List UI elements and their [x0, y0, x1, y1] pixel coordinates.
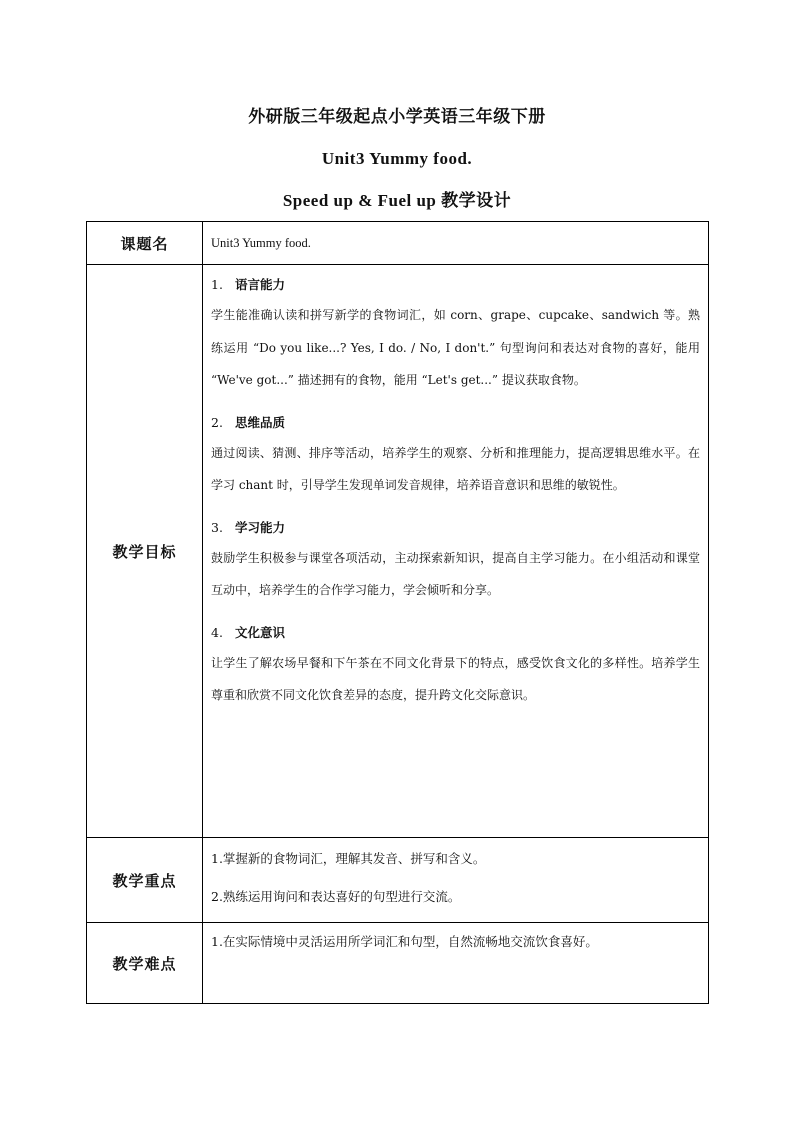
table-row-goals: [87, 265, 709, 838]
difficult-points-content: [203, 923, 709, 1004]
goal-description: 鼓励学生积极参与课堂各项活动，主动探索新知识，提高自主学习能力。在小组活动和课堂互动中，培养学生的合作学习能力，学会倾听和分享。: [211, 550, 700, 597]
goal-number: 2.: [211, 414, 223, 430]
goal-heading: [211, 271, 700, 299]
goal-item: [211, 619, 700, 712]
lesson-plan-table: [86, 221, 709, 1004]
goal-description: 学生能准确认读和拼写新学的食物词汇，如 corn、grape、cupcake、sandwich 等。熟练运用 “Do you like...? Yes, I do. / No, I don't.” 句型询问和表达对食物的喜好，能用 “We've got...” 描述拥有的食物，能用 “Let's get...” 提议获取食物。: [211, 308, 700, 387]
goal-number: 1.: [211, 277, 223, 292]
goal-item: [211, 409, 700, 502]
title-label: 课题名: [87, 222, 203, 265]
key-points-content: [203, 838, 709, 923]
goal-name: 思维品质: [235, 414, 286, 430]
table-row-key-points: [87, 838, 709, 923]
table-row-difficult-points: [87, 923, 709, 1004]
goal-heading: [211, 409, 700, 437]
goal-description: 通过阅读、猜测、排序等活动，培养学生的观察、分析和推理能力，提高逻辑思维水平。在学习 chant 时，引导学生发现单词发音规律，培养语音意识和思维的敏锐性。: [211, 445, 700, 492]
goal-number: 4.: [211, 624, 223, 640]
difficult-point-line: 1.在实际情境中灵活运用所学词汇和句型，自然流畅地交流饮食喜好。: [211, 934, 598, 949]
table-row-title: [87, 222, 709, 265]
goal-description: 让学生了解农场早餐和下午茶在不同文化背景下的特点，感受饮食文化的多样性。培养学生尊重和欣赏不同文化饮食差异的态度，提升跨文化交际意识。: [211, 655, 700, 702]
difficult-points-label: 教学难点: [87, 923, 203, 1004]
goal-name: 语言能力: [235, 277, 286, 292]
book-title: 外研版三年级起点小学英语三年级下册: [248, 107, 546, 126]
goal-name: 文化意识: [235, 624, 286, 640]
goal-name: 学习能力: [235, 519, 286, 535]
unit-title: Unit3 Yummy food.: [321, 149, 473, 168]
goals-content: [203, 265, 709, 838]
document-header: [0, 96, 794, 222]
goals-label: 教学目标: [87, 265, 203, 838]
goal-number: 3.: [211, 519, 223, 535]
key-point-line: 1.掌握新的食物词汇，理解其发音、拼写和含义。: [211, 851, 486, 866]
goal-item: [211, 271, 700, 397]
goal-heading: [211, 619, 700, 647]
goal-heading: [211, 514, 700, 542]
key-point-line: 2.熟练运用询问和表达喜好的句型进行交流。: [211, 889, 461, 904]
goal-item: [211, 514, 700, 607]
title-value: Unit3 Yummy food.: [203, 222, 709, 265]
lesson-title: Speed up & Fuel up 教学设计: [282, 191, 512, 210]
key-points-label: 教学重点: [87, 838, 203, 923]
